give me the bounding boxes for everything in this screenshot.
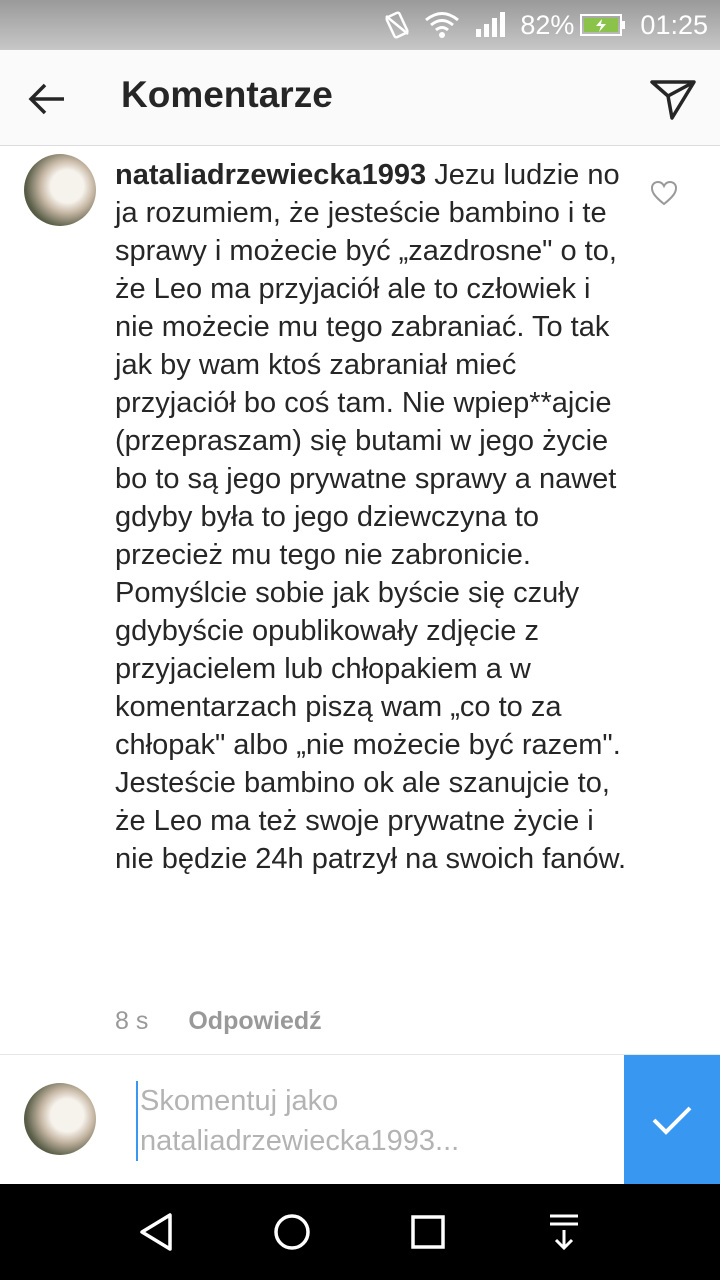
comment-input[interactable] (136, 1081, 610, 1161)
wifi-icon (424, 11, 460, 39)
nav-back-button[interactable] (131, 1207, 181, 1257)
vibrate-icon (384, 10, 410, 40)
send-icon (648, 74, 698, 124)
back-arrow-icon (26, 78, 68, 120)
post-comment-button[interactable] (624, 1055, 720, 1185)
clock: 01:25 (640, 9, 708, 40)
battery-indicator (520, 10, 626, 41)
comment-time: 8 s (115, 1007, 149, 1035)
checkmark-icon (650, 1103, 694, 1137)
app-header (0, 50, 720, 146)
battery-percent: 82% (520, 9, 575, 40)
comment-body (115, 156, 635, 878)
page-title: Komentarze (121, 74, 333, 115)
nav-notifications-button[interactable] (539, 1207, 589, 1257)
status-bar (0, 0, 720, 50)
system-nav-bar (0, 1184, 720, 1280)
recents-square-icon (410, 1214, 446, 1250)
battery-charging-icon (580, 13, 626, 37)
notifications-down-icon (546, 1212, 582, 1252)
share-button[interactable] (648, 74, 698, 124)
back-button[interactable] (26, 78, 68, 120)
composer-avatar (24, 1083, 96, 1155)
signal-icon (474, 11, 506, 39)
heart-icon (650, 180, 678, 206)
like-button[interactable] (650, 180, 678, 206)
comment-composer (0, 1054, 720, 1184)
nav-home-button[interactable] (267, 1207, 317, 1257)
back-triangle-icon (138, 1212, 174, 1252)
comment-item (0, 146, 720, 1054)
home-circle-icon (272, 1212, 312, 1252)
reply-button[interactable]: Odpowiedź (188, 1007, 322, 1035)
comment-meta (115, 1007, 322, 1036)
comment-username[interactable]: nataliadrzewiecka1993 (115, 159, 427, 191)
nav-recents-button[interactable] (403, 1207, 453, 1257)
avatar[interactable] (24, 154, 96, 226)
comment-text: Jezu ludzie no ja rozumiem, że jesteście bambino i te sprawy i możecie być „zazdrosne" o to, że Leo ma przyjaciół ale to człowiek i nie możecie mu tego zabraniać. To tak jak by wam ktoś zabraniał mieć przyjaciół bo coś tam. Nie wpiep**ajcie (przepraszam) się butami w jego życie bo to są jego prywatne sprawy a nawet gdyby była to jego dziewczyna to przecież mu tego nie zabronicie. Pomyślcie sobie jak byście się czuły gdybyście opublikowały zdjęcie z przyjacielem lub chłopakiem a w komentarzach piszą wam „co to za chłopak" albo „nie możecie być razem". Jesteście bambino ok ale szanujcie to, że Leo ma też swoje prywatne życie i nie będzie 24h patrzył na swoich fanów. (115, 159, 627, 875)
